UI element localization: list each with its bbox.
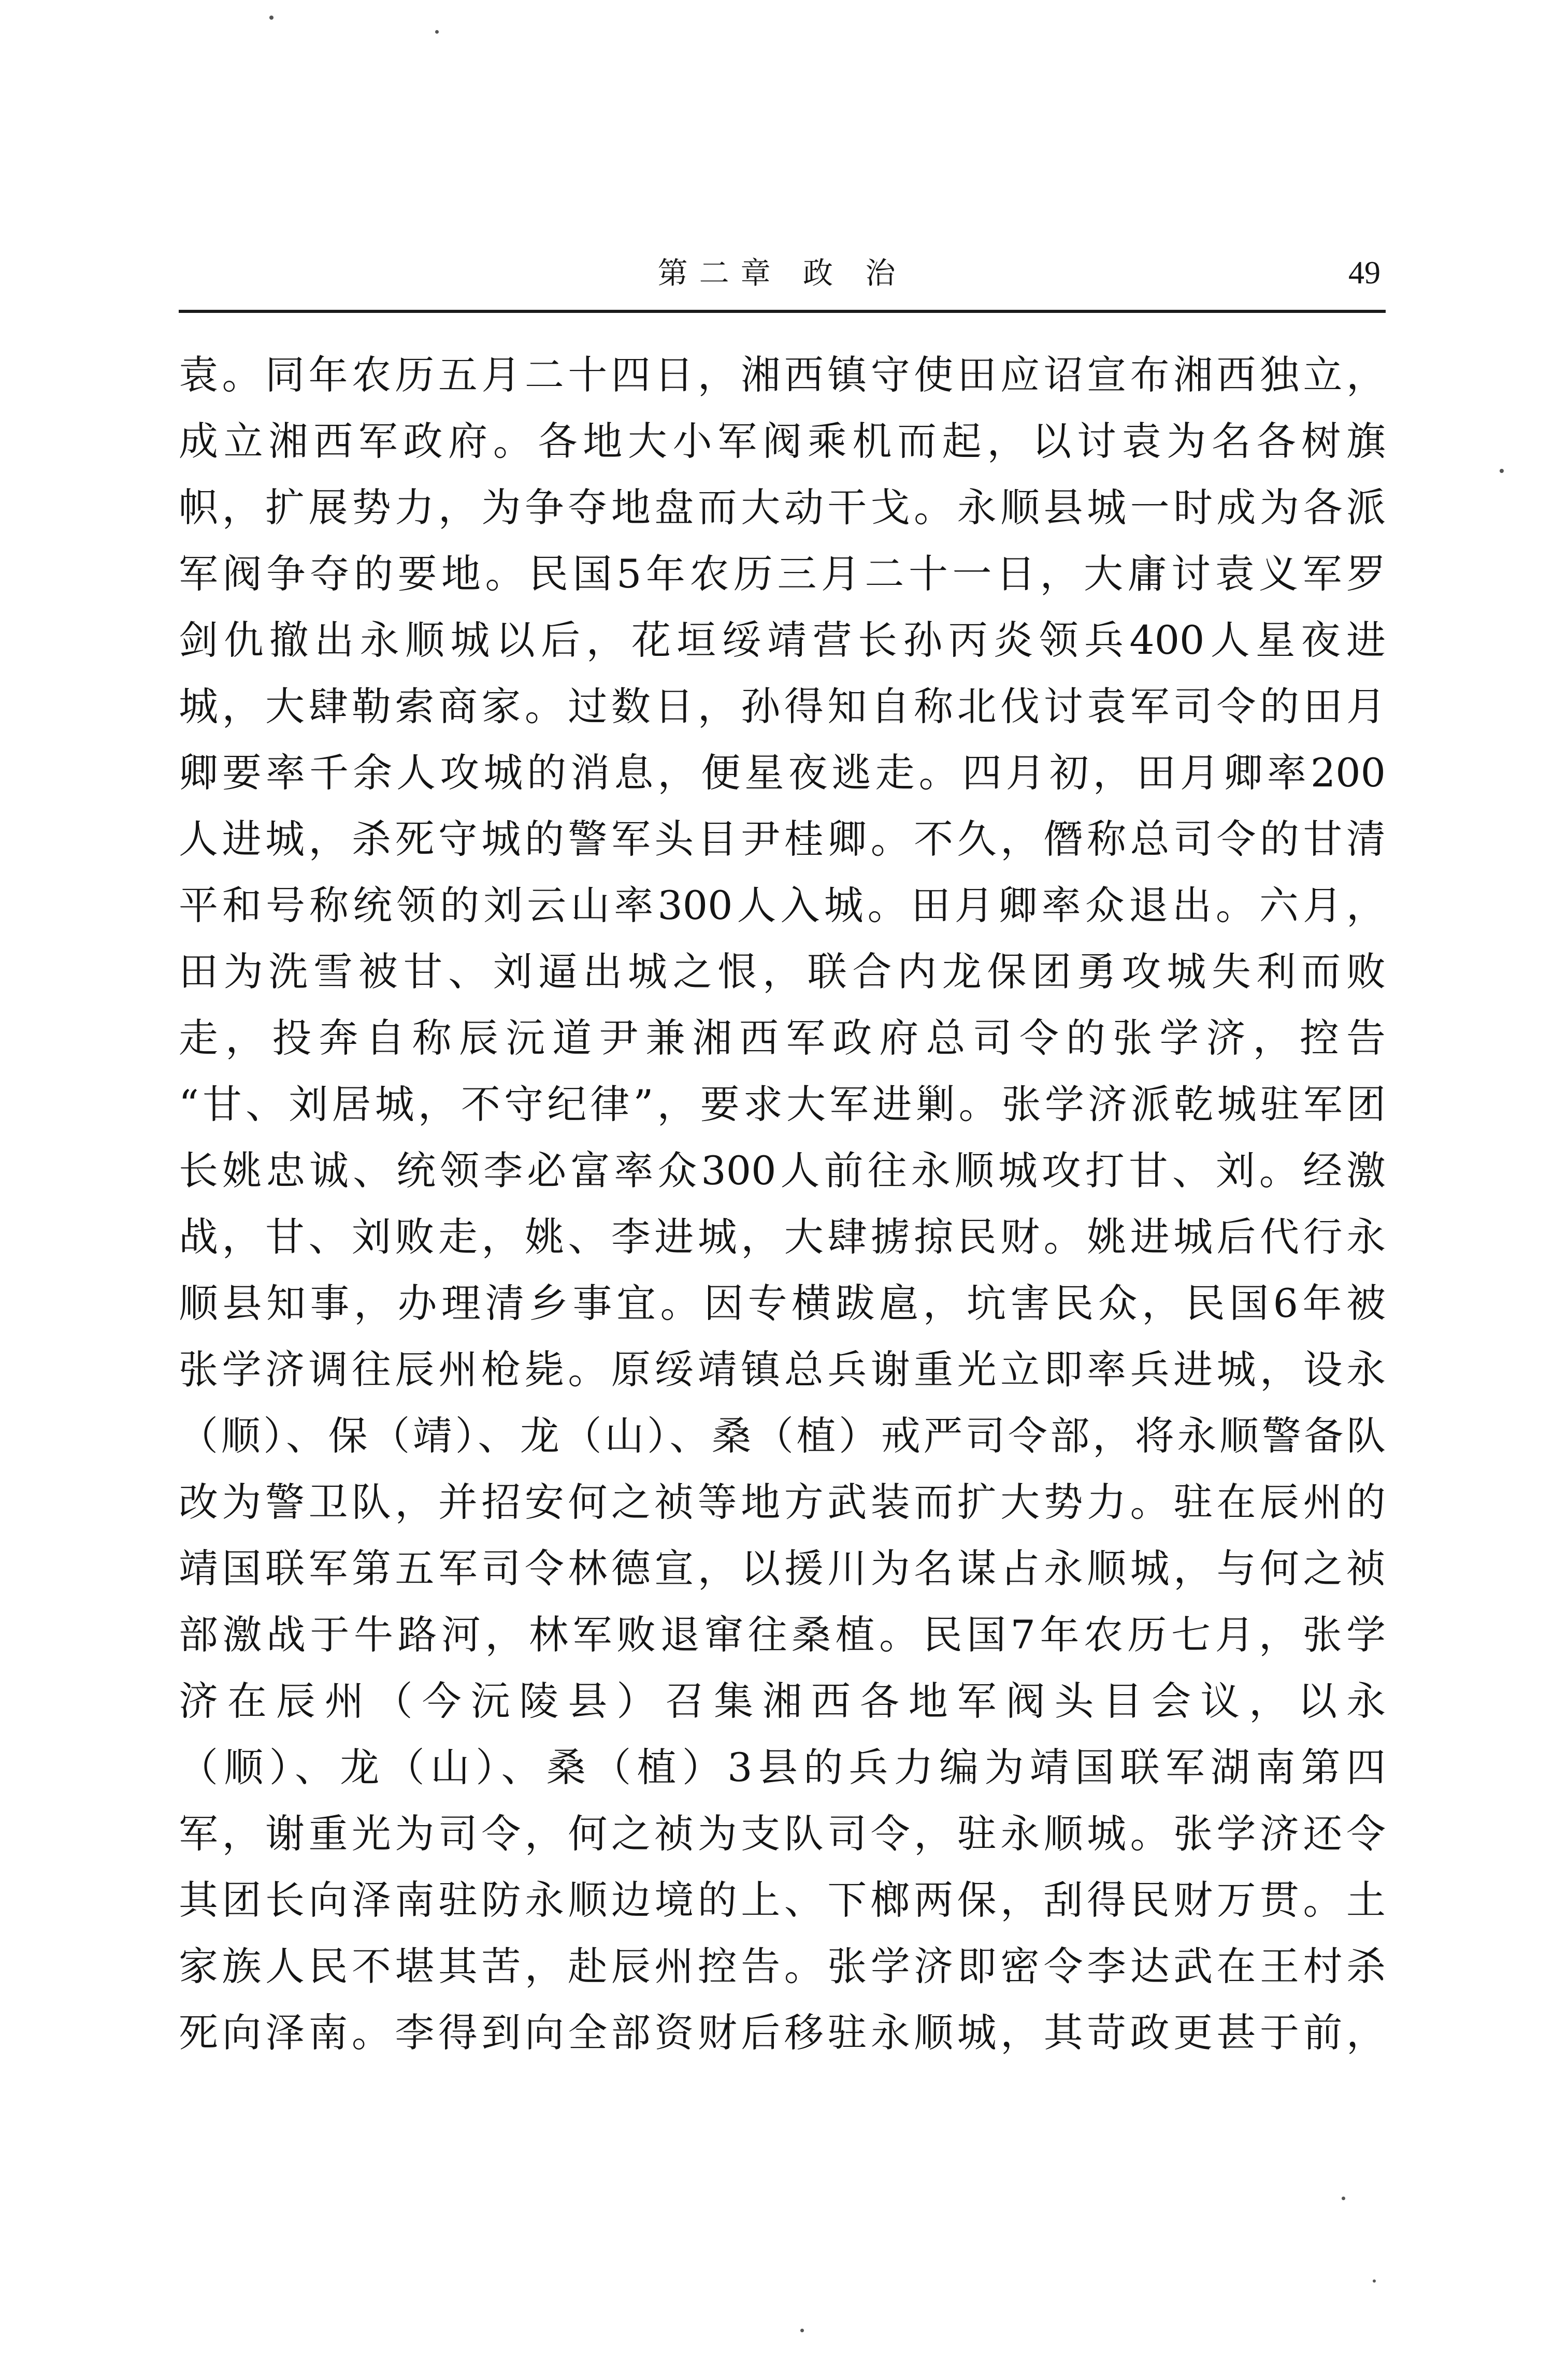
- running-header: [179, 250, 1386, 307]
- scan-speck: [1342, 2197, 1345, 2200]
- text-line: 张学济调往辰州枪毙。原绥靖镇总兵谢重光立即率兵进城，设永: [179, 1346, 1386, 1393]
- text-line: 平和号称统领的刘云山率300人入城。田月卿率众退出。六月，: [179, 882, 1386, 928]
- text-line: 济在辰州（今沅陵县）召集湘西各地军阀头目会议，以永: [179, 1678, 1386, 1724]
- scan-speck: [435, 30, 439, 34]
- text-line: 城，大肆勒索商家。过数日，孙得知自称北伐讨袁军司令的田月: [179, 683, 1386, 729]
- text-line: 顺县知事，办理清乡事宜。因专横跋扈，坑害民众，民国6年被: [179, 1280, 1386, 1326]
- chapter-title: 第二章 政 治: [657, 255, 907, 291]
- text-line: 部激战于牛路河，林军败退窜往桑植。民国7年农历七月，张学: [179, 1612, 1386, 1658]
- text-line: 剑仇撤出永顺城以后，花垣绥靖营长孙丙炎领兵400人星夜进: [179, 617, 1386, 663]
- text-line: 袁。同年农历五月二十四日，湘西镇守使田应诏宣布湘西独立，: [179, 352, 1386, 398]
- text-line: 军，谢重光为司令，何之祯为支队司令，驻永顺城。张学济还令: [179, 1811, 1386, 1857]
- text-line: 家族人民不堪其苦，赴辰州控告。张学济即密令李达武在王村杀: [179, 1943, 1386, 1989]
- text-line: 成立湘西军政府。各地大小军阀乘机而起，以讨袁为名各树旗: [179, 418, 1386, 464]
- scan-speck: [269, 16, 274, 20]
- scan-speck: [800, 2329, 804, 2332]
- text-line: “甘、刘居城，不守纪律”，要求大军进剿。张学济派乾城驻军团: [179, 1081, 1386, 1127]
- text-line: 人进城，杀死守城的警军头目尹桂卿。不久，僭称总司令的甘清: [179, 816, 1386, 862]
- text-line: 其团长向泽南驻防永顺边境的上、下榔两保，刮得民财万贯。土: [179, 1877, 1386, 1923]
- text-line: （顺）、保（靖）、龙（山）、桑（植）戒严司令部，将永顺警备队: [179, 1413, 1386, 1459]
- text-line: 走，投奔自称辰沅道尹兼湘西军政府总司令的张学济，控告: [179, 1015, 1386, 1061]
- text-line: 卿要率千余人攻城的消息，便星夜逃走。四月初，田月卿率200: [179, 750, 1386, 796]
- body-text: [179, 342, 1386, 2066]
- header-rule: [179, 310, 1386, 313]
- text-line: 改为警卫队，并招安何之祯等地方武装而扩大势力。驻在辰州的: [179, 1479, 1386, 1525]
- page-number: 49: [1348, 255, 1380, 291]
- text-line: 长姚忠诚、统领李必富率众300人前往永顺城攻打甘、刘。经激: [179, 1147, 1386, 1194]
- text-line: 战，甘、刘败走，姚、李进城，大肆掳掠民财。姚进城后代行永: [179, 1214, 1386, 1260]
- scan-speck: [1500, 469, 1504, 473]
- text-line: 帜，扩展势力，为争夺地盘而大动干戈。永顺县城一时成为各派: [179, 484, 1386, 530]
- text-line: （顺）、龙（山）、桑（植）3县的兵力编为靖国联军湖南第四: [179, 1744, 1386, 1790]
- text-line: 田为洗雪被甘、刘逼出城之恨，联合内龙保团勇攻城失利而败: [179, 949, 1386, 995]
- scan-speck: [1373, 2279, 1376, 2283]
- text-line: 军阀争夺的要地。民国5年农历三月二十一日，大庸讨袁义军罗: [179, 551, 1386, 597]
- text-line: 死向泽南。李得到向全部资财后移驻永顺城，其苛政更甚于前，: [179, 2010, 1386, 2056]
- text-line: 靖国联军第五军司令林德宣，以援川为名谋占永顺城，与何之祯: [179, 1545, 1386, 1591]
